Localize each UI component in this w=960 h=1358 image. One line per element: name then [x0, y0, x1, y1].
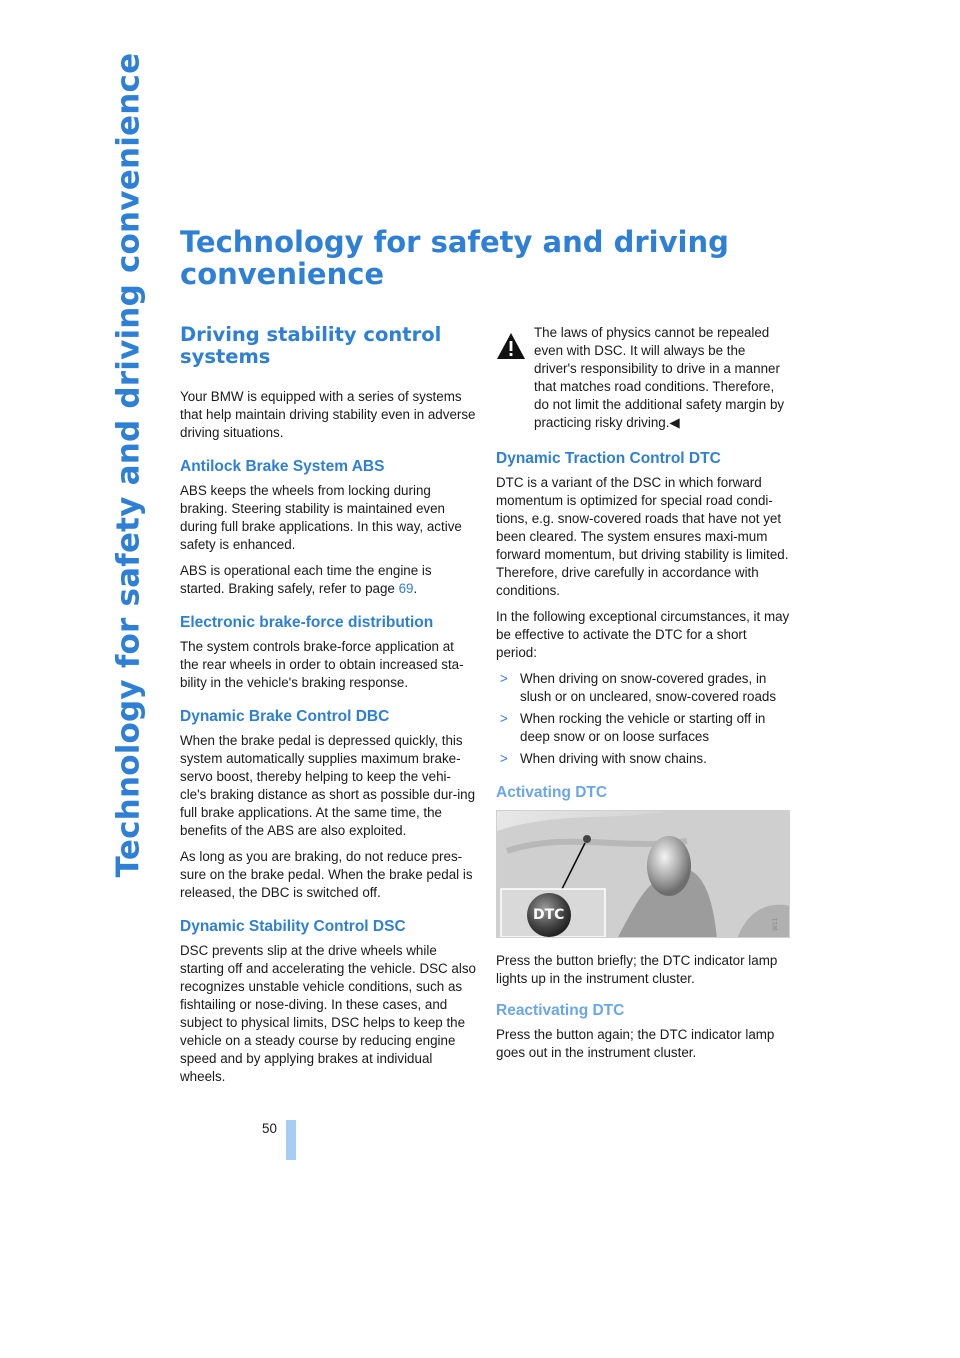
ebd-paragraph: The system controls brake-force application at the rear wheels in order to obtain increased sta-bility in the vehicle's braking response.	[180, 639, 464, 690]
list-item: > When rocking the vehicle or starting off in deep snow or on loose surfaces	[500, 711, 766, 744]
ebd-heading: Electronic brake-force distribution	[180, 614, 434, 631]
list-item: > When driving with snow chains.	[500, 751, 707, 766]
bullet-mark: >	[500, 751, 508, 766]
side-chapter-tab	[100, 30, 156, 900]
list-item: > When driving on snow-covered grades, in slush or on uncleared, snow-covered roads	[500, 671, 777, 704]
dsc-paragraph: DSC prevents slip at the drive wheels while starting off and accelerating the vehicle. DSC also recognizes unstable vehicle conditions, such as fishtailing or nose-diving. In these cases, and subject to physical limits, DSC helps to keep the vehicle on a steady course by reducing engine speed and by applying brakes at individual wheels.	[180, 943, 476, 1084]
right-column	[496, 324, 790, 1070]
left-column	[180, 324, 476, 1094]
reactivating-dtc-paragraph: Press the button again; the DTC indicator lamp goes out in the instrument cluster.	[496, 1027, 775, 1060]
dsc-heading: Dynamic Stability Control DSC	[180, 918, 406, 935]
dbc-paragraph-1: When the brake pedal is depressed quickly, this system automatically supplies maximum brake-servo boost, thereby helping to keep the vehi-cle's braking distance as short as possible dur-ing full brake applications. At the same time, the benefits of the ABS are also exploited.	[180, 733, 476, 838]
svg-text:W11: W11	[772, 917, 779, 931]
abs-paragraph-1: ABS keeps the wheels from locking during braking. Steering stability is maintained even during full brake applications. In this way, active safety is enhanced.	[180, 483, 462, 552]
dtc-bullet-list	[496, 670, 790, 768]
page-reference-link[interactable]: 69	[398, 581, 414, 596]
dtc-paragraph-1: DTC is a variant of the DSC in which forward momentum is optimized for special road condi-tions, e.g. snow-covered roads that have not yet been cleared. The system ensures maxi-mum forward momentum, but driving stability is limited. Therefore, drive carefully in accordance with conditions.	[496, 475, 789, 598]
activating-dtc-paragraph: Press the button briefly; the DTC indicator lamp lights up in the instrument cluster.	[496, 953, 778, 986]
abs-paragraph-2-end: .	[413, 581, 418, 596]
section-title: Driving stability control systems	[180, 323, 442, 368]
intro-paragraph: Your BMW is equipped with a series of systems that help maintain driving stability even in adverse driving situations.	[180, 389, 476, 440]
warning-triangle-icon	[496, 332, 526, 360]
reactivating-dtc-heading: Reactivating DTC	[496, 1002, 625, 1019]
warning-note	[496, 324, 790, 432]
page-title: Technology for safety and driving convenience	[180, 225, 729, 291]
activating-dtc-heading: Activating DTC	[496, 784, 608, 801]
bullet-mark: >	[500, 711, 508, 726]
page-number: 50	[262, 1121, 277, 1136]
dtc-heading: Dynamic Traction Control DTC	[496, 450, 721, 467]
dtc-button-label: DTC	[533, 907, 565, 923]
abs-paragraph-2-text: ABS is operational each time the engine is started. Braking safely, refer to page	[180, 563, 432, 596]
dtc-paragraph-2: In the following exceptional circumstances, it may be effective to activate the DTC for a short period:	[496, 609, 790, 660]
dtc-button-photo	[496, 810, 790, 938]
warning-text: The laws of physics cannot be repealed even with DSC. It will always be the driver's responsibility to drive in a manner that matches road conditions. Therefore, do not limit the additional safety margin by practicing risky driving.◀	[534, 325, 785, 430]
bullet-mark: >	[500, 671, 508, 686]
dbc-heading: Dynamic Brake Control DBC	[180, 708, 390, 725]
abs-paragraph-2	[180, 562, 476, 598]
side-chapter-label: Technology for safety and driving convenience	[110, 52, 146, 878]
dbc-paragraph-2: As long as you are braking, do not reduce pres-sure on the brake pedal. When the brake pedal is released, the DBC is switched off.	[180, 849, 473, 900]
abs-heading: Antilock Brake System ABS	[180, 458, 385, 475]
page-marker-bar	[286, 1120, 296, 1160]
